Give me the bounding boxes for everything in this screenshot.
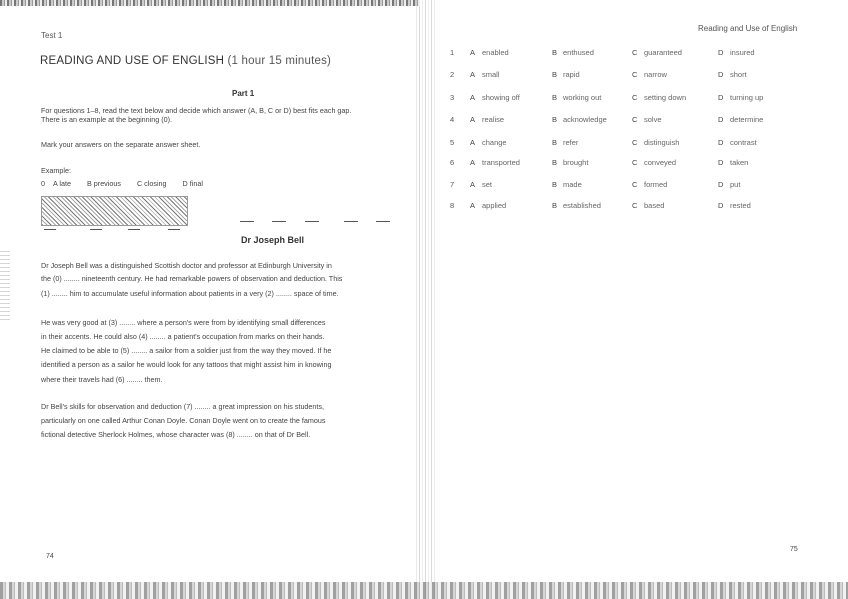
option-word: determine [730, 115, 764, 124]
option-word: put [730, 180, 741, 189]
answer-line [90, 229, 102, 230]
answer-line [128, 229, 140, 230]
option-letter: B [552, 158, 558, 167]
option-word: established [563, 201, 601, 210]
answer-line [376, 221, 390, 222]
paragraph-1-line-3: (1) ........ him to accumulate useful information about patients in a very (2) ........ space of time. [41, 289, 339, 298]
example-label: Example: [41, 166, 71, 175]
option-word: rested [730, 201, 751, 210]
example-options: 0 A late B previous C closing D final [41, 179, 203, 188]
option-word: realise [482, 115, 505, 124]
paragraph-3-line-1: Dr Bell's skills for observation and deduction (7) ........ a great impression on his students, [41, 402, 325, 411]
paragraph-3-line-3: fictional detective Sherlock Holmes, whose character was (8) ........ on that of Dr Bell. [41, 430, 311, 439]
option-letter: D [718, 180, 724, 189]
option-letter: A [470, 70, 476, 79]
answer-line [272, 221, 286, 222]
option-word: conveyed [644, 158, 677, 167]
option-word: rapid [563, 70, 580, 79]
option-letter: C [632, 180, 638, 189]
option-letter: C [632, 201, 638, 210]
paragraph-1-line-1: Dr Joseph Bell was a distinguished Scottish doctor and professor at Edinburgh University in [41, 261, 332, 270]
option-word: solve [644, 115, 662, 124]
question-number: 1 [450, 48, 455, 57]
scan-edge-top [0, 0, 420, 6]
answer-line [168, 229, 180, 230]
page-number-left: 74 [46, 553, 54, 560]
example-option-a: late [59, 179, 71, 188]
paragraph-3-line-2: particularly on one called Arthur Conan Doyle. Conan Doyle went on to create the famous [41, 416, 326, 425]
option-letter: D [718, 201, 724, 210]
option-word: taken [730, 158, 749, 167]
option-word: insured [730, 48, 755, 57]
option-word: acknowledge [563, 115, 607, 124]
option-letter: B [552, 115, 558, 124]
mark-answers-instruction: Mark your answers on the separate answer sheet. [41, 140, 201, 149]
question-number: 4 [450, 115, 455, 124]
test-label: Test 1 [41, 31, 63, 40]
instructions-line-2: There is an example at the beginning (0). [41, 115, 173, 124]
example-option-b: previous [93, 179, 121, 188]
option-letter: D [718, 70, 724, 79]
option-letter: D [718, 48, 724, 57]
option-word: brought [563, 158, 589, 167]
option-word: set [482, 180, 493, 189]
option-letter: A [470, 201, 476, 210]
option-word: enabled [482, 48, 509, 57]
option-word: short [730, 70, 747, 79]
option-letter: C [632, 115, 638, 124]
option-word: small [482, 70, 500, 79]
example-answer-box [41, 196, 188, 226]
option-word: change [482, 138, 507, 147]
option-letter: B [552, 48, 558, 57]
option-word: formed [644, 180, 668, 189]
option-word: contrast [730, 138, 757, 147]
book-gutter [414, 0, 436, 599]
option-word: made [563, 180, 582, 189]
option-word: enthused [563, 48, 594, 57]
option-letter: D [718, 93, 724, 102]
text-title: Dr Joseph Bell [241, 235, 305, 245]
right-page [428, 0, 848, 599]
option-letter: B [552, 70, 558, 79]
option-letter: A [470, 48, 476, 57]
part-label: Part 1 [232, 89, 255, 98]
section-heading-time: (1 hour 15 minutes) [227, 55, 332, 67]
section-heading [40, 55, 331, 67]
option-letter: C [632, 93, 638, 102]
page-number-right: 75 [790, 546, 798, 553]
example-number: 0 [41, 179, 45, 188]
question-number: 2 [450, 70, 455, 79]
example-option-c: closing [144, 179, 167, 188]
option-letter: C [632, 70, 638, 79]
option-word: distinguish [644, 138, 680, 147]
option-letter: A [470, 180, 476, 189]
option-letter: A [470, 138, 476, 147]
option-letter: B [552, 93, 558, 102]
instructions-line-1: For questions 1–8, read the text below and decide which answer (A, B, C or D) best fits each gap. [41, 106, 352, 115]
option-letter: B [552, 138, 558, 147]
option-word: refer [563, 138, 579, 147]
option-letter: C [632, 158, 638, 167]
option-letter: C [632, 138, 638, 147]
option-word: turning up [730, 93, 764, 102]
answer-line [44, 229, 56, 230]
paragraph-2-line-4: identified a person as a sailor he would look for any tattoos that might assist him in knowing [41, 360, 332, 369]
question-number: 3 [450, 93, 455, 102]
option-letter: B [552, 201, 558, 210]
paragraph-1-line-2: the (0) ........ nineteenth century. He had remarkable powers of observation and deduction. This [41, 274, 343, 283]
option-letter: D [718, 115, 724, 124]
left-page [0, 0, 420, 599]
section-heading-text: READING AND USE OF ENGLISH [40, 55, 225, 67]
scan-edge-bottom [0, 582, 848, 599]
option-word: setting down [644, 93, 687, 102]
option-word: guaranteed [644, 48, 682, 57]
answer-line [305, 221, 319, 222]
option-word: working out [563, 93, 602, 102]
option-letter: B [552, 180, 558, 189]
option-word: applied [482, 201, 507, 210]
option-word: narrow [644, 70, 667, 79]
option-letter: A [470, 158, 476, 167]
option-letter: A [470, 115, 476, 124]
paragraph-2-line-2: in their accents. He could also (4) ........ a patient's occupation from marks on their hands. [41, 332, 325, 341]
option-letter: D [718, 158, 724, 167]
option-word: showing off [482, 93, 520, 102]
question-number: 8 [450, 201, 455, 210]
answer-line [344, 221, 358, 222]
paragraph-2-line-1: He was very good at (3) ........ where a person's were from by identifying small differences [41, 318, 326, 327]
option-letter: C [632, 48, 638, 57]
question-number: 6 [450, 158, 455, 167]
paragraph-2-line-5: where their travels had (6) ........ them. [41, 375, 163, 384]
paragraph-2-line-3: He claimed to be able to (5) ........ a sailor from a soldier just from the way they moved. If he [41, 346, 332, 355]
option-word: transported [482, 158, 520, 167]
option-word: based [644, 201, 665, 210]
question-number: 5 [450, 138, 455, 147]
scan-edge-left [0, 250, 10, 320]
option-letter: A [470, 93, 476, 102]
answer-line [240, 221, 254, 222]
running-header: Reading and Use of English [698, 24, 798, 33]
question-number: 7 [450, 180, 455, 189]
option-letter: D [718, 138, 724, 147]
example-option-d: final [189, 179, 203, 188]
